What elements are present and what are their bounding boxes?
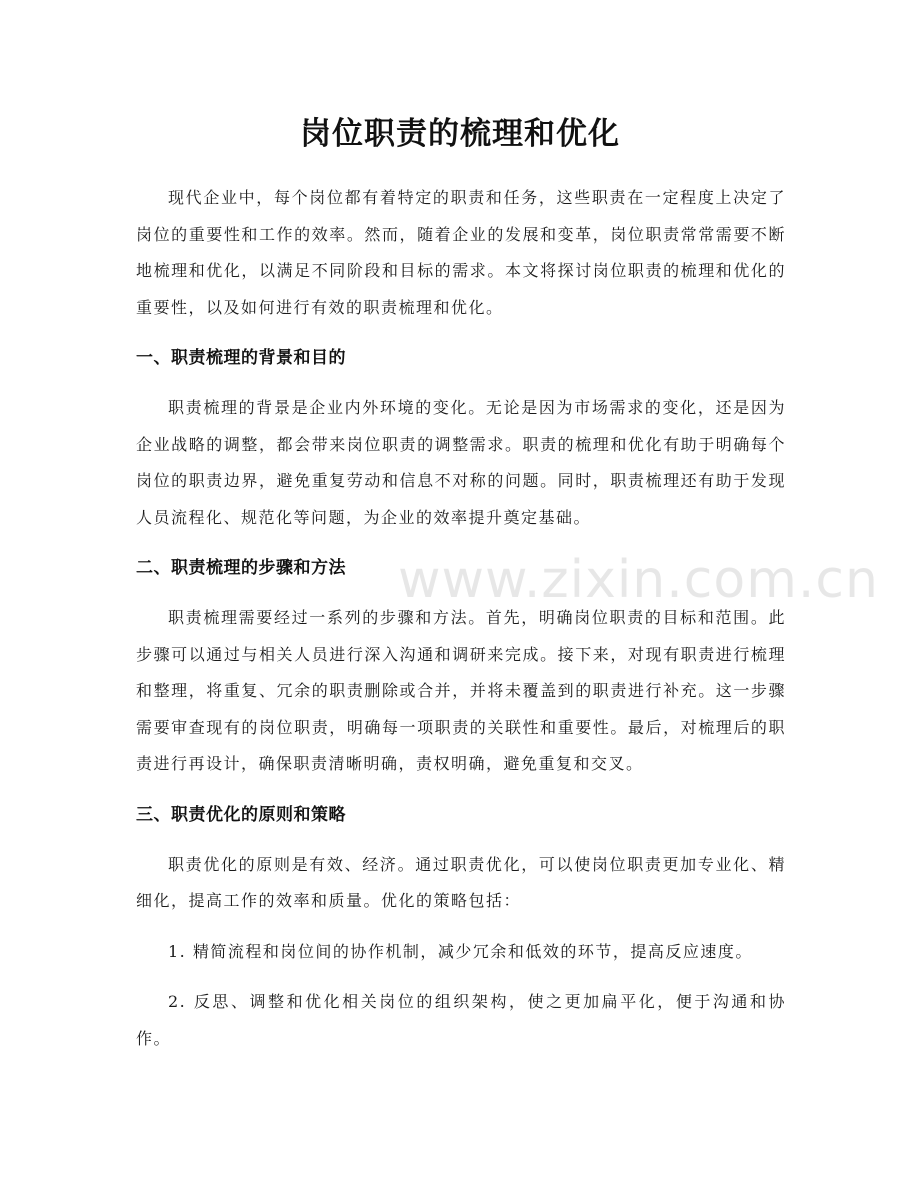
document-title: 岗位职责的梳理和优化 (300, 116, 620, 152)
section-paragraph: 职责梳理的背景是企业内外环境的变化。无论是因为市场需求的变化，还是因为企业战略的调整，都会带来岗位职责的调整需求。职责的梳理和优化有助于明确每个岗位的职责边界，避免重复劳动和信息不对称的问题。同时，职责梳理还有助于发现人员流程化、规范化等问题，为企业的效率提升奠定基础。 (136, 398, 786, 527)
section-paragraph: 职责优化的原则是有效、经济。通过职责优化，可以使岗位职责更加专业化、精细化，提高工作的效率和质量。优化的策略包括： (136, 854, 786, 910)
section-2 (136, 550, 786, 783)
section-heading: 一、职责梳理的背景和目的 (136, 348, 346, 368)
document-body (136, 180, 786, 1057)
section-3 (136, 797, 786, 1058)
watermark-text: www.zixin.com.cn (398, 550, 879, 610)
section-paragraph: 职责梳理需要经过一系列的步骤和方法。首先，明确岗位职责的目标和范围。此步骤可以通过与相关人员进行深入沟通和调研来完成。接下来，对现有职责进行梳理和整理，将重复、冗余的职责删除或合并，并将未覆盖到的职责进行补充。这一步骤需要审查现有的岗位职责，明确每一项职责的关联性和重要性。最后，对梳理后的职责进行再设计，确保职责清晰明确，责权明确，避免重复和交叉。 (136, 608, 786, 773)
section-1 (136, 340, 786, 536)
strategy-list-item: 1. 精简流程和岗位间的协作机制，减少冗余和低效的环节，提高反应速度。 (168, 941, 753, 961)
section-heading: 三、职责优化的原则和策略 (136, 804, 346, 825)
intro-paragraph: 现代企业中，每个岗位都有着特定的职责和任务，这些职责在一定程度上决定了岗位的重要性和工作的效率。然而，随着企业的发展和变革，岗位职责常常需要不断地梳理和优化，以满足不同阶段和目标的需求。本文将探讨岗位职责的梳理和优化的重要性，以及如何进行有效的职责梳理和优化。 (136, 188, 786, 317)
section-heading: 二、职责梳理的步骤和方法 (136, 558, 346, 578)
strategy-list-item: 2. 反思、调整和优化相关岗位的组织架构，使之更加扁平化，便于沟通和协作。 (136, 992, 786, 1048)
